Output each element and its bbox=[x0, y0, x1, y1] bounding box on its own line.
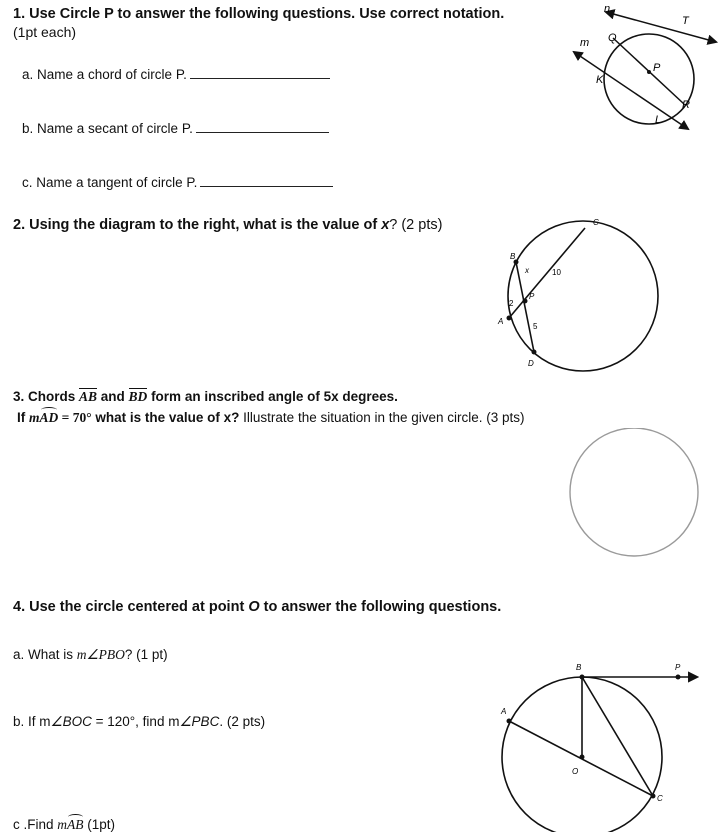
q3-m: m bbox=[29, 410, 40, 425]
q1-line-m bbox=[574, 52, 688, 129]
q3-line2 bbox=[17, 410, 525, 426]
q1a-answer-blank[interactable] bbox=[190, 66, 330, 79]
q4-label-o: O bbox=[572, 767, 579, 776]
q4-heading-suffix: to answer the following questions. bbox=[259, 599, 502, 615]
q1c-label: c. Name a tangent of circle P. bbox=[22, 175, 198, 190]
q4c-item bbox=[13, 817, 115, 833]
q4-center: O bbox=[248, 599, 260, 615]
q1b-label: b. Name a secant of circle P. bbox=[22, 121, 193, 136]
q4b-value: = 120°, find m bbox=[91, 714, 180, 729]
q1b-item bbox=[22, 120, 329, 136]
q1-label-n: n bbox=[604, 3, 611, 15]
q4a-prefix: a. What is bbox=[13, 647, 77, 662]
q3-if: If bbox=[17, 410, 29, 425]
q4-point-p bbox=[676, 675, 681, 680]
q4c-prefix: c .Find bbox=[13, 817, 58, 832]
q2-heading bbox=[13, 217, 442, 233]
q2-label-x: x bbox=[525, 266, 529, 275]
q4-point-a bbox=[507, 719, 512, 724]
q2-heading-prefix: 2. Using the diagram to the right, what is the value of bbox=[13, 217, 382, 233]
q4c-suffix: (1pt) bbox=[83, 817, 116, 832]
q3-line1-prefix: 3. Chords bbox=[13, 389, 80, 404]
q4c-arc-ab: AB bbox=[67, 817, 84, 832]
q2-label-2: 2 bbox=[509, 299, 514, 308]
q4c-m: m bbox=[57, 817, 68, 832]
q2-diagram bbox=[495, 212, 665, 372]
q4-point-o bbox=[580, 755, 585, 760]
q2-label-10: 10 bbox=[552, 268, 561, 277]
q2-point-d bbox=[532, 350, 537, 355]
q4b-angle2: ∠PBC bbox=[179, 714, 220, 729]
q2-heading-suffix: ? (2 pts) bbox=[389, 217, 443, 233]
q4b-angle1: ∠BOC bbox=[50, 714, 92, 729]
q1-label-l: L bbox=[655, 114, 662, 126]
q3-empty-circle[interactable] bbox=[570, 428, 698, 556]
q1b-answer-blank[interactable] bbox=[196, 120, 329, 133]
q1c-item bbox=[22, 174, 333, 190]
q2-point-p bbox=[523, 299, 528, 304]
q1-circle-p bbox=[604, 34, 694, 124]
q1-label-r: R bbox=[682, 99, 690, 111]
q4b-item bbox=[13, 714, 265, 730]
q4a-math: m∠PBO bbox=[76, 647, 125, 662]
q4-heading bbox=[13, 599, 501, 615]
q4a-item bbox=[13, 647, 168, 663]
q2-point-a bbox=[507, 316, 512, 321]
q1-label-k: K bbox=[596, 74, 604, 86]
q1a-item bbox=[22, 66, 330, 82]
q2-label-p: P bbox=[529, 292, 535, 301]
q1-line-n-top bbox=[606, 12, 716, 42]
q4-point-c bbox=[651, 794, 656, 799]
q2-label-c: C bbox=[593, 218, 599, 227]
q3-diagram bbox=[565, 428, 705, 560]
q4-heading-prefix: 4. Use the circle centered at point bbox=[13, 599, 249, 615]
q4-label-p: P bbox=[675, 663, 681, 672]
q4-label-c: C bbox=[657, 794, 663, 803]
q3-value: = 70° bbox=[58, 410, 92, 425]
q1c-answer-blank[interactable] bbox=[200, 174, 333, 187]
q1a-label: a. Name a chord of circle P. bbox=[22, 67, 187, 82]
q1-label-m: m bbox=[580, 37, 590, 49]
q1-label-p: P bbox=[653, 62, 661, 74]
q3-arc-ad: AD bbox=[39, 410, 59, 425]
q4-diagram bbox=[490, 655, 720, 832]
q2-chord-ac bbox=[509, 228, 585, 318]
q4b-suffix: . (2 pts) bbox=[219, 714, 266, 729]
q1-label-q: Q bbox=[608, 32, 617, 44]
q3-tail: Illustrate the situation in the given circle. (3 pts) bbox=[239, 410, 525, 425]
q4-point-b bbox=[580, 675, 585, 680]
q4-label-b: B bbox=[576, 663, 582, 672]
q2-label-a: A bbox=[498, 317, 504, 326]
q2-label-d: D bbox=[528, 359, 534, 368]
q1-heading: 1. Use Circle P to answer the following questions. Use correct notation. bbox=[13, 6, 505, 22]
q3-chord-bd: BD bbox=[128, 389, 148, 404]
q1-point-p bbox=[647, 70, 651, 74]
q3-chord-ab: AB bbox=[79, 389, 98, 404]
q2-label-5: 5 bbox=[533, 322, 538, 331]
q2-label-b: B bbox=[510, 252, 516, 261]
q4a-suffix: ? (1 pt) bbox=[124, 647, 168, 662]
q3-line1-suffix: form an inscribed angle of 5x degrees. bbox=[147, 389, 398, 404]
q1-diagram bbox=[560, 0, 720, 140]
q3-rest: what is the value of x? bbox=[91, 410, 240, 425]
q2-var: x bbox=[381, 217, 390, 233]
q3-and: and bbox=[97, 389, 129, 404]
q1-points: (1pt each) bbox=[13, 24, 77, 40]
q3-line1 bbox=[13, 389, 398, 405]
q4-label-a: A bbox=[501, 707, 507, 716]
q4b-prefix: b. If m bbox=[13, 714, 51, 729]
q1-label-t: T bbox=[682, 15, 689, 27]
